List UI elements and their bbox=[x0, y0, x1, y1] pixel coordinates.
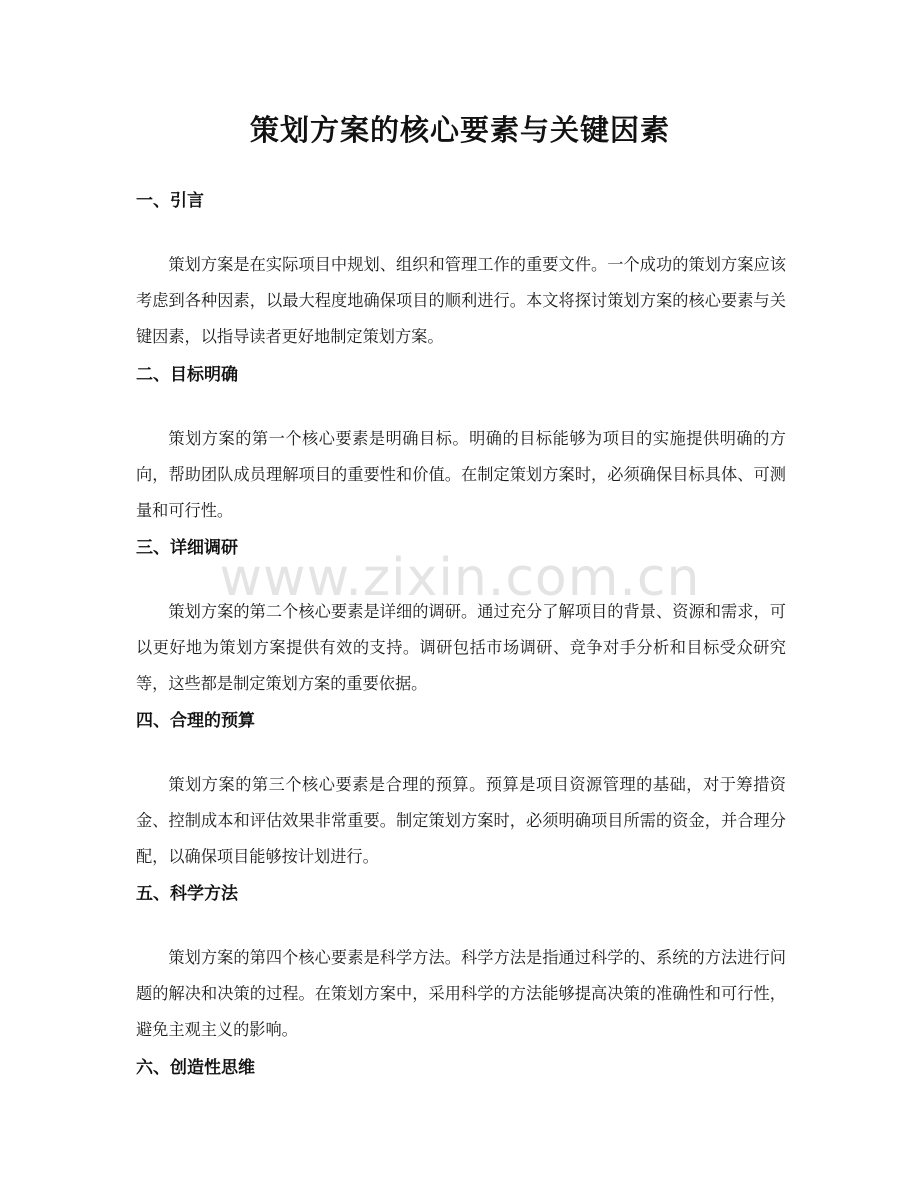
section-paragraph: 策划方案的第四个核心要素是科学方法。科学方法是指通过科学的、系统的方法进行问题的解决和决策的过程。在策划方案中，采用科学的方法能够提高决策的准确性和可行性，避免主观主义的影响。 bbox=[136, 948, 786, 1039]
section-heading: 三、详细调研 bbox=[136, 538, 238, 558]
section-budget bbox=[136, 708, 786, 875]
section-creative-thinking bbox=[136, 1055, 786, 1081]
section-heading: 五、科学方法 bbox=[136, 884, 238, 904]
section-introduction bbox=[136, 188, 786, 355]
section-scientific-method bbox=[136, 881, 786, 1048]
section-paragraph: 策划方案是在实际项目中规划、组织和管理工作的重要文件。一个成功的策划方案应该考虑到各种因素，以最大程度地确保项目的顺利进行。本文将探讨策划方案的核心要素与关键因素，以指导读者更好地制定策划方案。 bbox=[136, 255, 786, 346]
section-clear-goals bbox=[136, 362, 786, 529]
section-paragraph: 策划方案的第一个核心要素是明确目标。明确的目标能够为项目的实施提供明确的方向，帮助团队成员理解项目的重要性和价值。在制定策划方案时，必须确保目标具体、可测量和可行性。 bbox=[136, 429, 786, 520]
section-heading: 二、目标明确 bbox=[136, 365, 238, 385]
section-research bbox=[136, 535, 786, 702]
section-heading: 一、引言 bbox=[136, 191, 204, 211]
document-title: 策划方案的核心要素与关键因素 bbox=[249, 113, 670, 147]
section-paragraph: 策划方案的第二个核心要素是详细的调研。通过充分了解项目的背景、资源和需求，可以更好地为策划方案提供有效的支持。调研包括市场调研、竞争对手分析和目标受众研究等，这些都是制定策划方案的重要依据。 bbox=[136, 602, 786, 693]
watermark: www.zixin.com.cn bbox=[219, 548, 701, 608]
section-paragraph: 策划方案的第三个核心要素是合理的预算。预算是项目资源管理的基础，对于筹措资金、控制成本和评估效果非常重要。制定策划方案时，必须明确项目所需的资金，并合理分配，以确保项目能够按计划进行。 bbox=[136, 775, 786, 866]
section-heading: 六、创造性思维 bbox=[136, 1058, 255, 1078]
section-heading: 四、合理的预算 bbox=[136, 711, 255, 731]
